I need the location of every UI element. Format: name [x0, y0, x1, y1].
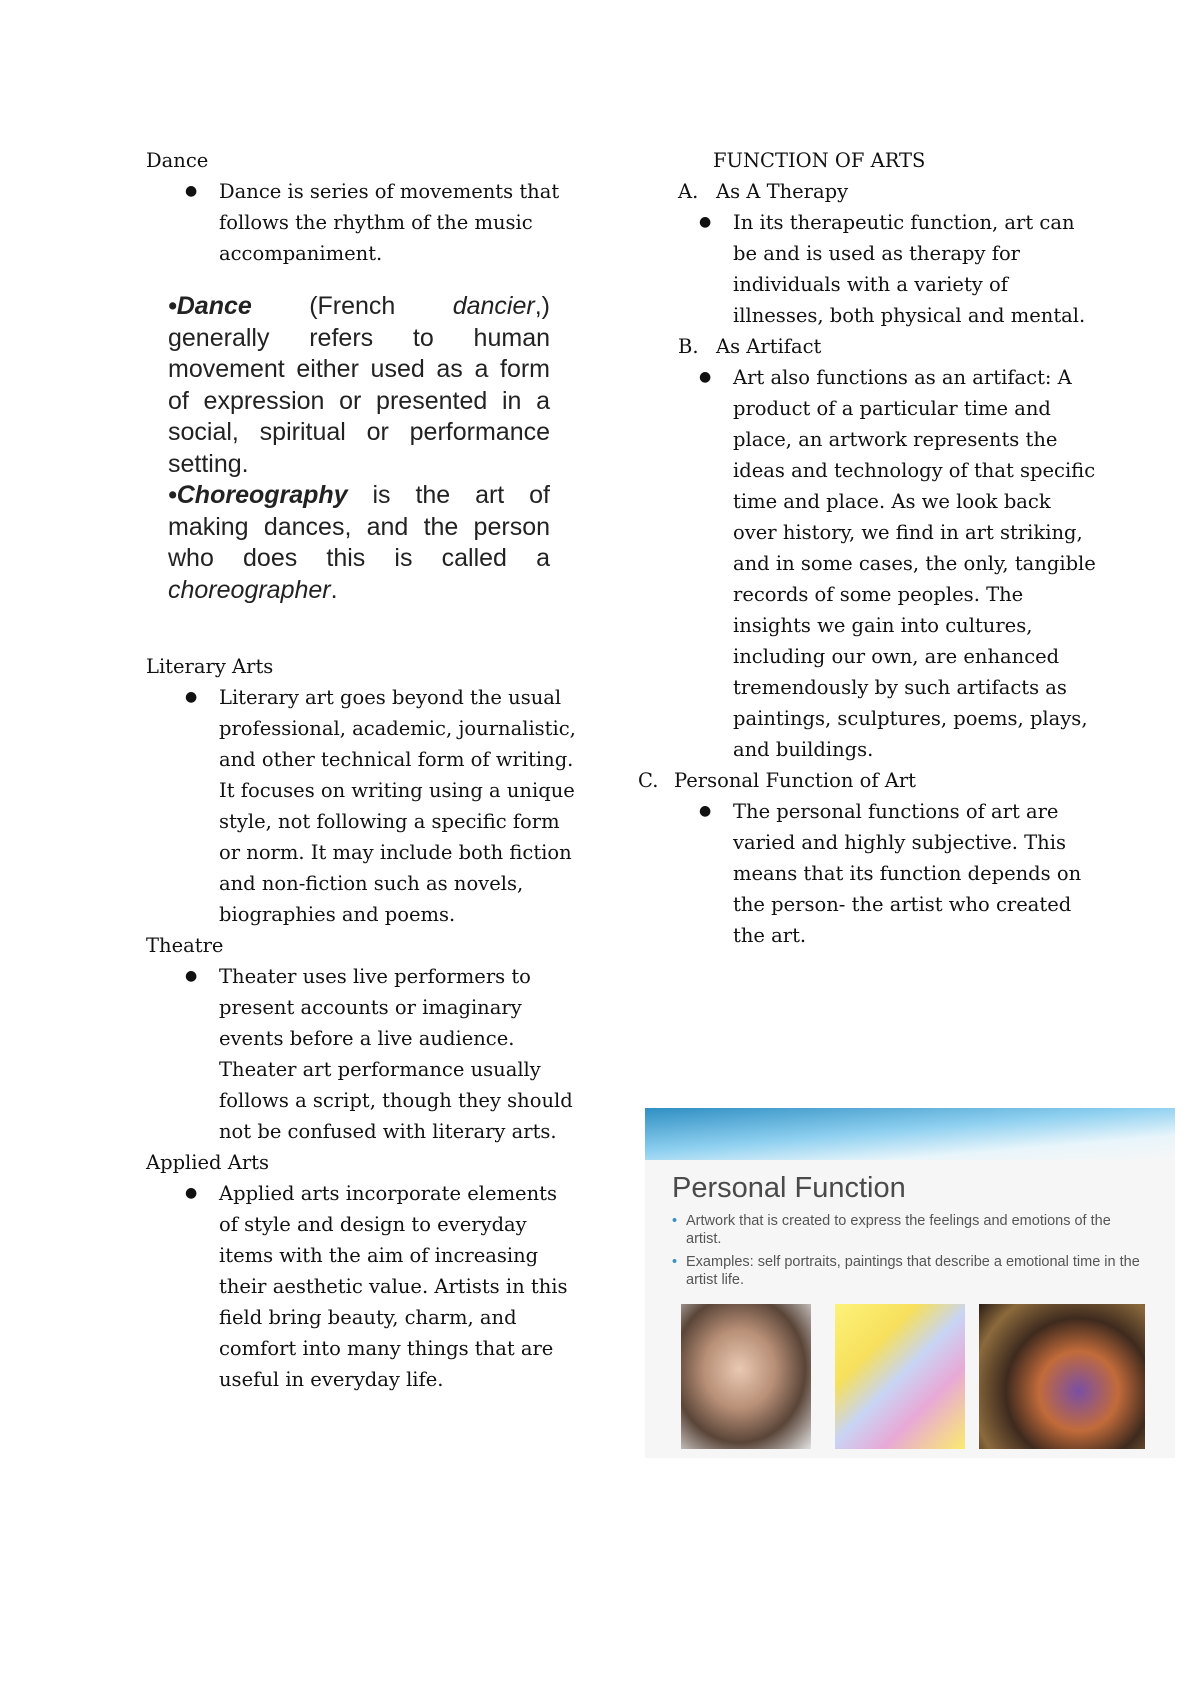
artifact-description: Art also functions as an artifact: A product of a particular time and place, an artwork represents the ideas and technology of that specific time and place. As we look back over history, we find in art striking, and in some cases, the only, tangible records of some peoples. The insights we gain into cultures, including our own, are enhanced tremendously by such artifacts as paintings, sculptures, poems, plays, and buildings.	[733, 366, 1096, 761]
slide-title: Personal Function	[672, 1172, 906, 1204]
therapy-list	[660, 207, 1100, 331]
artifact-title: As Artifact	[716, 335, 822, 358]
theatre-heading: Theatre	[146, 934, 224, 957]
left-column	[146, 145, 576, 1395]
dance-definition-box	[168, 291, 550, 606]
theatre-list	[146, 961, 576, 1147]
bullet-icon: ●	[699, 803, 712, 819]
literary-arts-heading: Literary Arts	[146, 655, 274, 678]
artifact-list	[660, 362, 1100, 765]
applied-arts-description: Applied arts incorporate elements of style and design to everyday items with the aim of increasing their aesthetic value. Artists in this field bring beauty, charm, and comfort into many things that are useful in everyday life.	[219, 1182, 568, 1391]
choreography-definition-text-a: is the art of making dances, and the person who does this is called a	[168, 481, 550, 572]
literary-arts-list	[146, 682, 576, 930]
therapy-title: As A Therapy	[716, 180, 849, 203]
collage-painting-image	[979, 1304, 1145, 1449]
dance-term: •Dance	[168, 292, 252, 320]
spacer	[146, 606, 576, 651]
theatre-description: Theater uses live performers to present accounts or imaginary events before a live audience. Theater art performance usually follows a script, though they should not be confused with literary arts.	[219, 965, 573, 1143]
slide-bullet: • Artwork that is created to express the feelings and emotions of the artist.	[672, 1212, 1142, 1248]
applied-arts-heading: Applied Arts	[146, 1151, 269, 1174]
dance-definition-italic: dancier	[452, 292, 535, 320]
choreography-definition-text-b: .	[330, 575, 338, 604]
bullet-icon: ●	[699, 214, 712, 230]
personal-function-list	[660, 796, 1100, 951]
list-item	[185, 1178, 576, 1395]
right-column	[638, 145, 1100, 951]
personal-function-slide-image	[645, 1108, 1175, 1458]
choreography-term: •Choreography	[168, 481, 348, 509]
literary-arts-description: Literary art goes beyond the usual professional, academic, journalistic, and other technical form of writing. It focuses on writing using a unique style, not following a specific form or norm. It may include both fiction and non-fiction such as novels, biographies and poems.	[219, 686, 576, 926]
self-portrait-image	[681, 1304, 811, 1449]
dance-definition-text-a: (French	[251, 292, 453, 320]
list-item	[185, 176, 576, 269]
list-item	[185, 961, 576, 1147]
section-marker: C.	[638, 769, 659, 792]
bullet-icon: ●	[185, 1185, 198, 1201]
slide-bullet: • Examples: self portraits, paintings that describe a emotional time in the artist life.	[672, 1253, 1142, 1289]
dance-description: Dance is series of movements that follows the rhythm of the music accompaniment.	[219, 180, 560, 265]
list-item	[699, 796, 1100, 951]
choreography-definition	[168, 480, 550, 606]
slide-banner	[645, 1108, 1175, 1160]
bullet-icon: ●	[185, 968, 198, 984]
applied-arts-list	[146, 1178, 576, 1395]
bullet-icon: ●	[185, 689, 198, 705]
function-of-arts-heading: FUNCTION OF ARTS	[713, 149, 926, 172]
slide-bullets	[672, 1212, 1142, 1294]
personal-function-description: The personal functions of art are varied and highly subjective. This means that its function depends on the person- the artist who created the art.	[733, 800, 1082, 947]
section-marker: A.	[678, 180, 699, 203]
dance-definition-text-b: ,) generally refers to human movement either used as a form of expression or presented in a social, spiritual or performance setting.	[168, 292, 550, 478]
list-item	[185, 682, 576, 930]
artifact-section	[660, 331, 1100, 362]
choreography-definition-italic: choreographer	[168, 575, 331, 604]
personal-function-title: Personal Function of Art	[674, 769, 917, 792]
personal-function-section	[638, 765, 1100, 796]
bullet-icon: ●	[185, 183, 198, 199]
section-marker: B.	[678, 335, 699, 358]
therapy-description: In its therapeutic function, art can be and is used as therapy for individuals with a variety of illnesses, both physical and mental.	[733, 211, 1086, 327]
list-item	[699, 362, 1100, 765]
list-item	[699, 207, 1100, 331]
dance-list	[146, 176, 576, 269]
bullet-icon: ●	[699, 369, 712, 385]
abstract-painting-image	[835, 1304, 965, 1449]
dance-definition	[168, 291, 550, 480]
therapy-section	[660, 176, 1100, 207]
dance-heading: Dance	[146, 149, 209, 172]
